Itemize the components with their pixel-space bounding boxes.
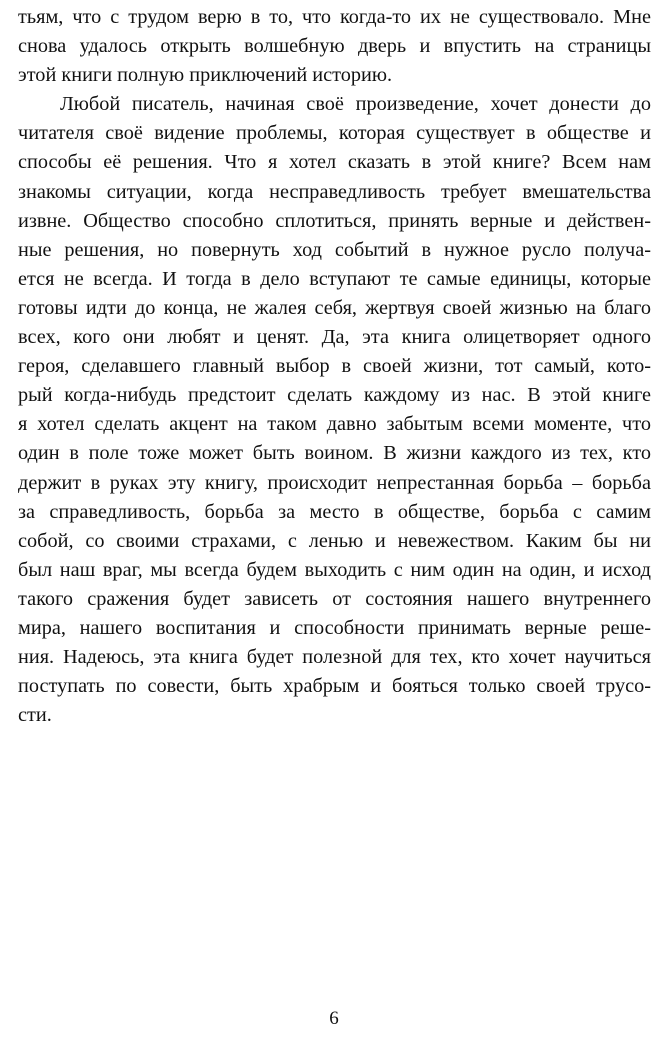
text-line: сти. — [18, 704, 52, 727]
text-line: всех, кого они любят и ценят. Да, эта книга олицетворяет одного — [18, 326, 651, 349]
text-line: ния. Надеюсь, эта книга будет полезной для тех, кто хочет научиться — [18, 646, 651, 669]
text-line: тьям, что с трудом верю в то, что когда-то их не существовало. Мне — [18, 6, 651, 28]
text-line: знакомы ситуации, когда несправедливость требует вмешательства — [18, 180, 651, 203]
text-line: за справедливость, борьба за место в обществе, борьба с самим — [18, 500, 651, 523]
text-line: такого сражения будет зависеть от состояния нашего внутреннего — [18, 587, 651, 610]
text-line: этой книги полную приключений историю. — [18, 64, 393, 87]
paragraph-continuation — [18, 3, 651, 90]
text-line: один в поле тоже может быть воином. В жизни каждого из тех, кто — [18, 442, 651, 465]
text-line: способы её решения. Что я хотел сказать в этой книге? Всем нам — [18, 151, 651, 174]
text-line: героя, сделавшего главный выбор в своей жизни, тот самый, кото- — [18, 355, 651, 378]
text-line: собой, со своими страхами, с ленью и невежеством. Каким бы ни — [18, 529, 651, 552]
text-line: был наш враг, мы всегда будем выходить с ним один на один, и исход — [18, 558, 651, 581]
text-line: поступать по совести, быть храбрым и бояться только своей трусо- — [18, 675, 651, 698]
text-line: ется не всегда. И тогда в дело вступают те самые единицы, которые — [18, 267, 651, 290]
text-line: я хотел сделать акцент на таком давно забытым всеми моменте, что — [18, 413, 651, 436]
page-number: 6 — [329, 1008, 339, 1029]
text-line: мира, нашего воспитания и способности принимать верные реше- — [18, 616, 651, 639]
paragraph — [18, 90, 651, 730]
text-line: снова удалось открыть волшебную дверь и впустить на страницы — [18, 35, 651, 58]
text-line: ные решения, но повернуть ход событий в нужное русло получа- — [18, 238, 651, 261]
text-line: держит в руках эту книгу, происходит непрестанная борьба – борьба — [18, 471, 651, 494]
text-line: рый когда-нибудь предстоит сделать каждому из нас. В этой книге — [18, 384, 651, 407]
text-line: читателя своё видение проблемы, которая существует в обществе и — [18, 122, 651, 145]
text-line: извне. Общество способно сплотиться, принять верные и действен- — [18, 209, 651, 232]
text-line: Любой писатель, начиная своё произведение, хочет донести до — [60, 93, 651, 116]
text-line: готовы идти до конца, не жалея себя, жертвуя своей жизнью на благо — [18, 296, 651, 319]
body-text — [18, 3, 651, 730]
